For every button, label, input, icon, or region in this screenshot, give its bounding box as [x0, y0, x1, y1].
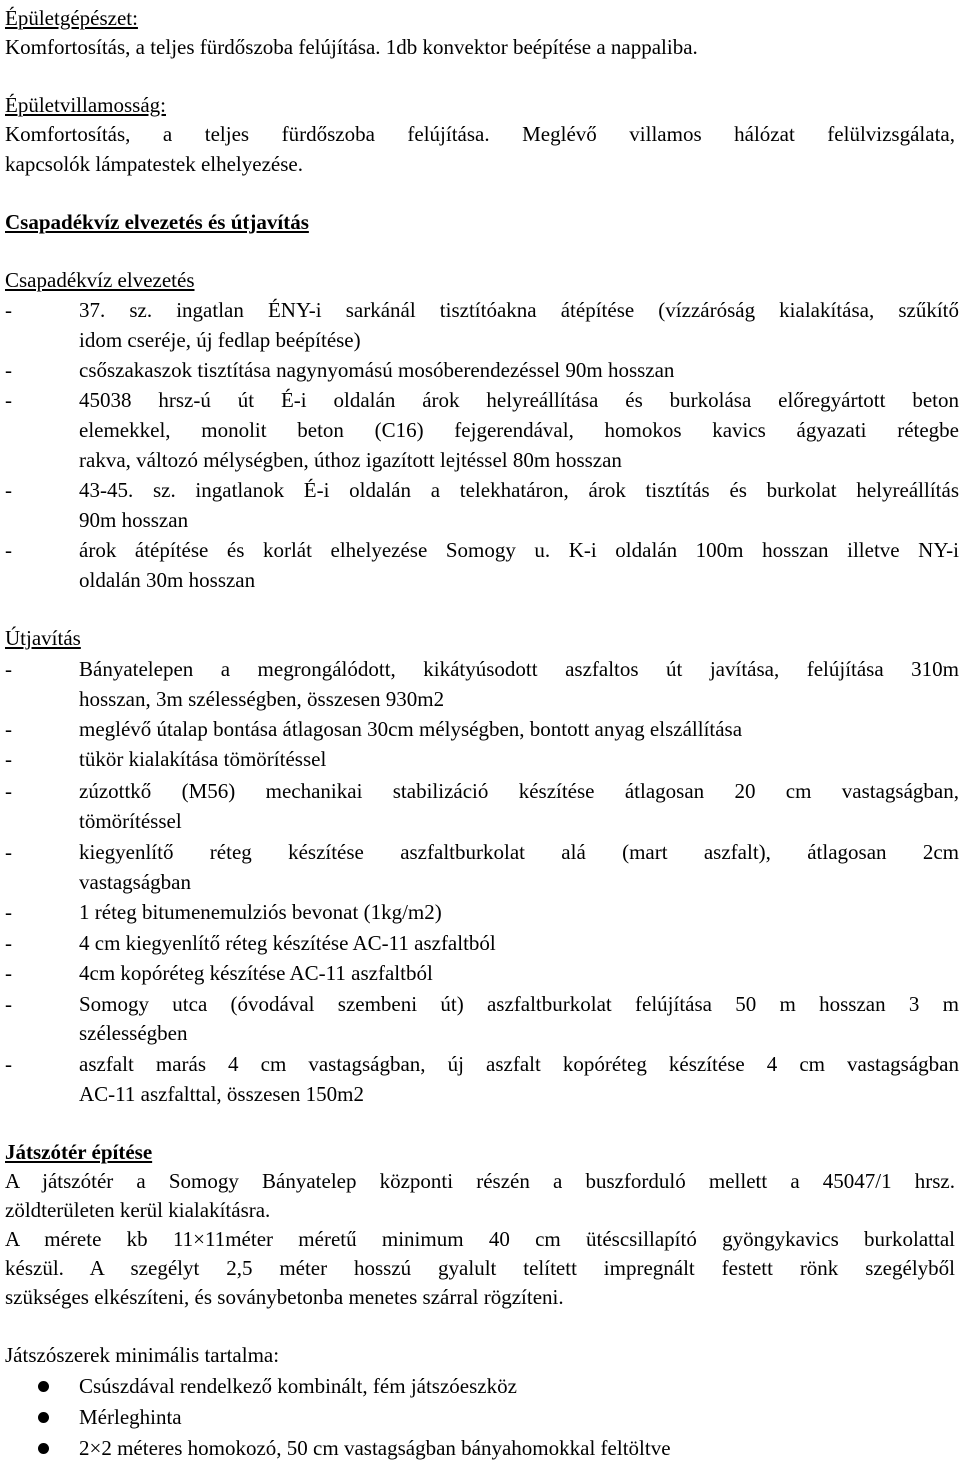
paragraph-epuletvillamossag-line1: Komfortosítás, a teljes fürdőszoba felújítása. Meglévő villamos hálózat felülvizsgálata, — [5, 122, 955, 146]
list-dash: - — [5, 992, 12, 1016]
paragraph-jatszoter-2-line3: szükséges elkészíteni, és soványbetonba menetes szárral rögzíteni. — [5, 1285, 564, 1309]
paragraph-jatszoter-1-line1: A játszótér a Somogy Bányatelep központi részén a buszforduló mellett a 45047/1 hrsz. — [5, 1169, 955, 1193]
paragraph-epuletvillamossag-line2: kapcsolók lámpatestek elhelyezése. — [5, 152, 303, 176]
list-item-text: 2×2 méteres homokozó, 50 cm vastagságban bányahomokkal feltöltve — [79, 1436, 671, 1460]
list-dash: - — [5, 657, 12, 681]
paragraph-jatszoter-1-line2: zöldterületen kerül kialakításra. — [5, 1198, 271, 1222]
list-item-line: Bányatelepen a megrongálódott, kikátyúsodott aszfaltos út javítása, felújítása 310m — [79, 657, 959, 681]
list-dash: - — [5, 358, 12, 382]
list-item-line: kiegyenlítő réteg készítése aszfaltburkolat alá (mart aszfalt), átlagosan 2cm — [79, 840, 959, 864]
list-item-line: elemekkel, monolit beton (C16) fejgerendával, homokos kavics ágyazati rétegbe — [79, 418, 959, 442]
section-heading-epuletgepeszet: Épületgépészet: — [5, 6, 138, 30]
list-item-line: 4 cm kiegyenlítő réteg készítése AC-11 aszfaltból — [79, 931, 496, 955]
bullet-icon — [38, 1412, 49, 1423]
list-dash: - — [5, 747, 12, 771]
list-item-line: oldalán 30m hosszan — [79, 568, 256, 592]
paragraph-epuletgepeszet: Komfortosítás, a teljes fürdőszoba felújítása. 1db konvektor beépítése a nappaliba. — [5, 35, 698, 59]
list-item-line: 43-45. sz. ingatlanok É-i oldalán a telekhatáron, árok tisztítás és burkolat helyreállítás — [79, 478, 959, 502]
list-item-line: 4cm kopóréteg készítése AC-11 aszfaltból — [79, 961, 433, 985]
list-dash: - — [5, 538, 12, 562]
list-dash: - — [5, 900, 12, 924]
list-item-line: rakva, változó mélységben, úthoz igazított lejtéssel 80m hosszan — [79, 448, 622, 472]
paragraph-jatszoter-2-line1: A mérete kb 11×11méter méretű minimum 40 cm ütéscsillapító gyöngykavics burkolattal — [5, 1227, 955, 1251]
subheading-jatszoszerek: Játszószerek minimális tartalma: — [5, 1343, 280, 1367]
list-item-line: Somogy utca (óvodával szembeni út) aszfaltburkolat felújítása 50 m hosszan 3 m — [79, 992, 959, 1016]
list-item-line: meglévő útalap bontása átlagosan 30cm mélységben, bontott anyag elszállítása — [79, 717, 743, 741]
bullet-icon — [38, 1381, 49, 1392]
list-dash: - — [5, 717, 12, 741]
list-item-line: 37. sz. ingatlan ÉNY-i sarkánál tisztítóakna átépítése (vízzáróság kialakítása, szűkítő — [79, 298, 959, 322]
list-item-line: idom cseréje, új fedlap beépítése) — [79, 328, 361, 352]
list-item-line: árok átépítése és korlát elhelyezése Somogy u. K-i oldalán 100m hosszan illetve NY-i — [79, 538, 959, 562]
list-item-line: aszfalt marás 4 cm vastagságban, új aszfalt kopóréteg készítése 4 cm vastagságban — [79, 1052, 959, 1076]
list-item-text: Mérleghinta — [79, 1405, 182, 1429]
list-dash: - — [5, 1052, 12, 1076]
list-item-line: tükör kialakítása tömörítéssel — [79, 747, 327, 771]
list-item-line: 45038 hrsz-ú út É-i oldalán árok helyreállítása és burkolása előregyártott beton — [79, 388, 959, 412]
list-dash: - — [5, 931, 12, 955]
paragraph-jatszoter-2-line2: készül. A szegélyt 2,5 méter hosszú gyalult telített impregnált festett rönk szegélyből — [5, 1256, 955, 1280]
list-item-line: AC-11 aszfalttal, összesen 150m2 — [79, 1082, 364, 1106]
section-heading-epuletvillamossag: Épületvillamosság: — [5, 93, 166, 117]
section-title-jatszoter: Játszótér építése — [5, 1140, 153, 1164]
list-dash: - — [5, 388, 12, 412]
list-item-line: tömörítéssel — [79, 809, 182, 833]
list-dash: - — [5, 478, 12, 502]
list-item-line: vastagságban — [79, 870, 191, 894]
subheading-csapadekviz: Csapadékvíz elvezetés — [5, 268, 195, 292]
list-item-line: zúzottkő (M56) mechanikai stabilizáció készítése átlagosan 20 cm vastagságban, — [79, 779, 959, 803]
list-item-line: hosszan, 3m szélességben, összesen 930m2 — [79, 687, 445, 711]
list-item-text: Csúszdával rendelkező kombinált, fém játszóeszköz — [79, 1374, 517, 1398]
list-item-line: 1 réteg bitumenemulziós bevonat (1kg/m2) — [79, 900, 442, 924]
list-dash: - — [5, 961, 12, 985]
section-title-csapadek: Csapadékvíz elvezetés és útjavítás — [5, 210, 309, 234]
bullet-icon — [38, 1443, 49, 1454]
section-heading-utjavitas: Útjavítás — [5, 626, 81, 650]
list-item-line: 90m hosszan — [79, 508, 189, 532]
list-dash: - — [5, 298, 12, 322]
list-dash: - — [5, 840, 12, 864]
list-dash: - — [5, 779, 12, 803]
list-item-line: csőszakaszok tisztítása nagynyomású mosóberendezéssel 90m hosszan — [79, 358, 675, 382]
list-item-line: szélességben — [79, 1021, 188, 1045]
